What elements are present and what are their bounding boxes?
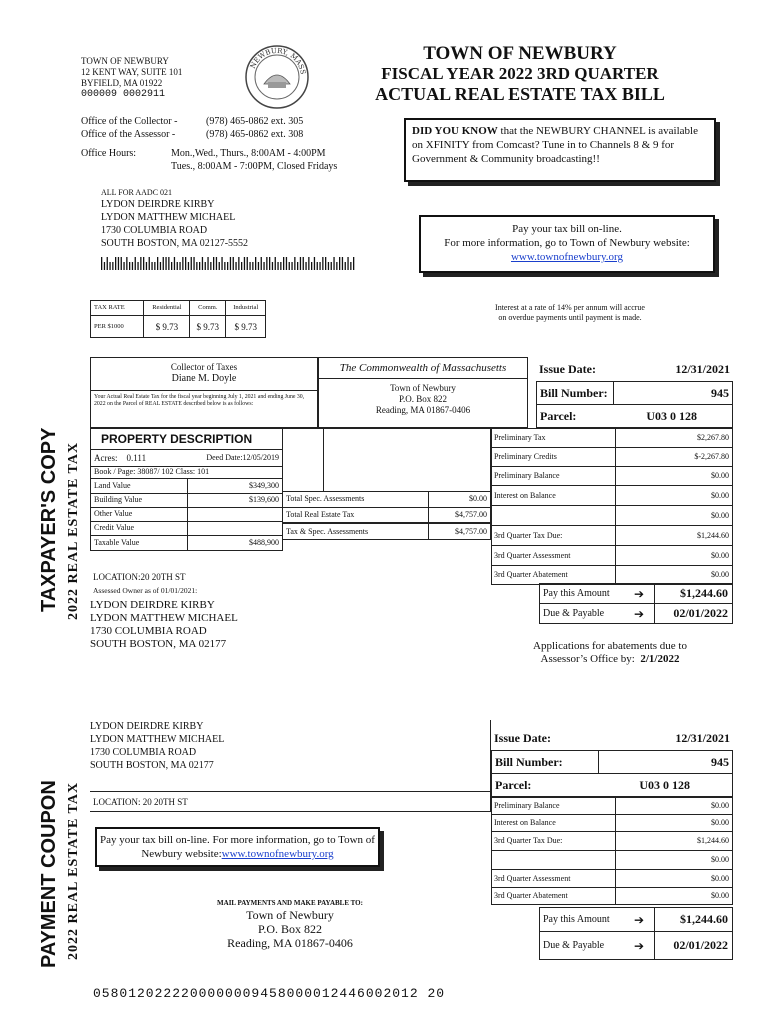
assessment-row: Total Spec. Assessments $0.00 [283, 491, 490, 507]
parcel-row [536, 405, 733, 428]
parcel-number: U03 0 128 [646, 408, 697, 423]
property-row: Land Value $349,300 [91, 479, 282, 493]
arrow-right-icon: ➔ [624, 604, 655, 624]
seal-text: NEWBURY, MASS [248, 46, 307, 76]
mailing-line3: 1730 COLUMBIA ROAD [101, 225, 208, 236]
remit-line3: Reading, MA 01867-0406 [375, 405, 471, 415]
office-contacts [81, 115, 337, 173]
abatement-line1: Applications for abatements due to [533, 640, 687, 652]
assessor-label: Office of the Assessor - [81, 129, 176, 140]
mailing-line4: SOUTH BOSTON, MA 02127-5552 [101, 238, 249, 249]
coupon-pay-row [540, 908, 733, 932]
taxpayer-copy-label: TAXPAYER'S COPY [38, 427, 60, 612]
abatement-note [480, 640, 740, 666]
acres-row [91, 450, 282, 467]
summary-row: 3rd Quarter Assessment $0.00 [492, 546, 733, 566]
mail-payments [170, 898, 410, 950]
mailing-line2: LYDON MATTHEW MICHAEL [101, 212, 236, 223]
remit-line2: P.O. Box 822 [398, 394, 447, 404]
interest-line1: Interest at a rate of 14% per annum will accrue [495, 303, 645, 312]
coupon-due-date: 02/01/2022 [673, 938, 728, 952]
summary-row: Interest on Balance $0.00 [492, 486, 733, 506]
coupon-summary-row: 3rd Quarter Abatement $0.00 [492, 888, 733, 905]
deed-date: Deed Date:12/05/2019 [206, 453, 279, 462]
coupon-owner-line4: SOUTH BOSTON, MA 02177 [90, 760, 214, 771]
coupon-pay-label: Pay this Amount [543, 914, 610, 925]
bill-ids [536, 357, 733, 428]
owner-line4: SOUTH BOSTON, MA 02177 [90, 638, 227, 650]
coupon-parcel-row [491, 774, 733, 797]
bill-title [340, 44, 700, 104]
coupon-owner [90, 720, 491, 792]
pay-amount-row [540, 584, 733, 604]
tax-rate-header: Residential [144, 301, 190, 316]
property-row: Building Value $139,600 [91, 493, 282, 507]
summary-row: 3rd Quarter Abatement $0.00 [492, 566, 733, 585]
tax-rate-value: $ 9.73 [226, 316, 266, 338]
remit-line1: Town of Newbury [390, 383, 456, 393]
title-town: TOWN OF NEWBURY [423, 43, 617, 64]
online-line1: Pay your tax bill on-line. [512, 223, 622, 235]
acres-label: Acres: [94, 452, 118, 463]
hours-line2: Tues., 8:00AM - 7:00PM, Closed Fridays [171, 161, 338, 172]
tax-rate-label: TAX RATE [91, 301, 144, 316]
collector-phone: (978) 465-0862 ext. 305 [206, 116, 304, 127]
postal-barcode-icon [101, 257, 357, 271]
tax-rate-value: $ 9.73 [190, 316, 226, 338]
parcel-label: Parcel: [540, 408, 577, 423]
hours-label: Office Hours: [81, 148, 137, 159]
tax-rate-header: Comm. [190, 301, 226, 316]
mail-label: MAIL PAYMENTS AND MAKE PAYABLE TO: [217, 899, 363, 907]
property-description [90, 428, 283, 551]
interest-line2: on overdue payments until payment is made. [498, 313, 642, 322]
town-seal [244, 44, 310, 110]
assessed-owner [90, 599, 238, 651]
mail-line2: P.O. Box 822 [257, 922, 322, 936]
issue-date: 12/31/2021 [675, 361, 730, 376]
coupon-bill-label: Bill Number: [492, 751, 599, 773]
tax-rate-per: PER $1000 [91, 316, 144, 338]
acres-value: 0.111 [126, 452, 147, 463]
summary-row: Preliminary Credits $-2,267.80 [492, 448, 733, 467]
coupon-due-row [540, 932, 733, 960]
ocr-scanline: 0580120222200000009458000012446002012 20 [93, 986, 446, 1001]
due-row [540, 604, 733, 624]
mailing-line0: ALL FOR AADC 021 [101, 188, 173, 197]
pay-online-box [419, 215, 715, 273]
coupon-real-estate-label: 2022 REAL ESTATE TAX [66, 781, 81, 960]
coupon-online-link[interactable]: www.townofnewbury.org [221, 848, 334, 860]
abatement-line2: Assessor’s Office by: [540, 653, 635, 665]
collector-box [90, 357, 318, 428]
coupon-owner-line1: LYDON DEIRDRE KIRBY [90, 721, 204, 732]
sender-address2: BYFIELD, MA 01922 [81, 78, 163, 88]
mail-line3: Reading, MA 01867-0406 [227, 936, 353, 950]
town-seal-icon [244, 44, 310, 110]
assessment-table [283, 491, 490, 539]
pay-amount-table [539, 583, 733, 624]
assessment-row: Tax & Spec. Assessments $4,757.00 [283, 523, 490, 539]
pay-amount-label: Pay this Amount [543, 588, 610, 599]
arrow-right-icon: ➔ [624, 908, 655, 932]
sender-address [81, 56, 182, 100]
coupon-issue-label: Issue Date: [494, 730, 551, 745]
online-line2: For more information, go to Town of Newbury website: [444, 237, 690, 249]
property-values [91, 479, 282, 550]
owner-line2: LYDON MATTHEW MICHAEL [90, 612, 238, 624]
coupon-summary-row: Preliminary Balance $0.00 [492, 798, 733, 815]
title-bill: ACTUAL REAL ESTATE TAX BILL [375, 84, 665, 104]
commonwealth-box [318, 357, 528, 428]
did-you-know-text: that the NEWBURY CHANNEL is available on XFINITY from Comcast? Tune in to Channels 8 & 9 for Government & Community broadcasting!! [412, 125, 698, 165]
collector-name: Diane M. Doyle [171, 373, 237, 384]
tax-rate-table [90, 300, 266, 338]
coupon-online-text: Pay your tax bill on-line. For more information, go to Town of Newbury website: [100, 834, 375, 860]
coupon-bill-ids [491, 726, 733, 797]
online-link[interactable]: www.townofnewbury.org [510, 251, 624, 263]
coupon-summary-row: Interest on Balance $0.00 [492, 815, 733, 832]
assessed-label: Assessed Owner as of 01/01/2021: [93, 586, 198, 595]
tax-summary [491, 428, 733, 585]
location-label: LOCATION:20 20TH ST [93, 572, 186, 582]
coupon-summary-row: 3rd Quarter Tax Due: $1,244.60 [492, 832, 733, 851]
sender-codes: 000009 0002911 [81, 89, 166, 100]
sender-town: TOWN OF NEWBURY [81, 56, 169, 66]
bill-number-row [536, 381, 733, 405]
coupon-owner-line3: 1730 COLUMBIA ROAD [90, 747, 197, 758]
postal-barcode [101, 257, 357, 276]
issue-row [536, 357, 733, 381]
bill-number-label: Bill Number: [537, 382, 614, 404]
assessment-row: Total Real Estate Tax $4,757.00 [283, 507, 490, 523]
owner-line3: 1730 COLUMBIA ROAD [90, 625, 207, 637]
owner-line1: LYDON DEIRDRE KIRBY [90, 599, 215, 611]
pay-amount: $1,244.60 [680, 586, 728, 600]
tax-rate-value: $ 9.73 [144, 316, 190, 338]
assessor-phone: (978) 465-0862 ext. 308 [206, 129, 304, 140]
arrow-right-icon: ➔ [624, 932, 655, 960]
collector-description: Your Actual Real Estate Tax for the fiscal year beginning July 1, 2021 and ending June 30, 2022 on the Parcel of REAL ESTATE described below is as follows: [91, 390, 317, 408]
hours-line1: Mon.,Wed., Thurs., 8:00AM - 4:00PM [171, 148, 326, 159]
coupon-issue-date: 12/31/2021 [675, 730, 730, 745]
did-you-know-box [404, 118, 716, 182]
coupon-bill-number: 945 [711, 754, 729, 769]
summary-row: $0.00 [492, 506, 733, 526]
coupon-issue-row [491, 726, 733, 750]
did-you-know-lead: DID YOU KNOW [412, 125, 498, 137]
real-estate-tax-label: 2022 REAL ESTATE TAX [66, 441, 81, 620]
bill-number: 945 [711, 385, 729, 400]
coupon-owner-line2: LYDON MATTHEW MICHAEL [90, 734, 225, 745]
location-block [93, 572, 197, 595]
coupon-pay-amount: $1,244.60 [680, 912, 728, 926]
coupon-summary-row: $0.00 [492, 851, 733, 870]
abatement-date: 2/1/2022 [640, 653, 680, 665]
summary-row: Preliminary Tax $2,267.80 [492, 429, 733, 448]
payment-coupon-label: PAYMENT COUPON [38, 780, 60, 968]
mailing-line1: LYDON DEIRDRE KIRBY [101, 199, 215, 210]
title-fiscal: FISCAL YEAR 2022 3RD QUARTER [381, 64, 659, 83]
coupon-summary-row: 3rd Quarter Assessment $0.00 [492, 870, 733, 888]
coupon-bill-row [491, 750, 733, 774]
due-date: 02/01/2022 [673, 606, 728, 620]
coupon-online-box [95, 827, 380, 867]
coupon-parcel: U03 0 128 [639, 777, 690, 792]
sender-address1: 12 KENT WAY, SUITE 101 [81, 67, 183, 77]
coupon-pay-table [539, 907, 733, 960]
arrow-right-icon: ➔ [624, 584, 655, 604]
summary-row: 3rd Quarter Tax Due: $1,244.60 [492, 526, 733, 546]
property-row: Credit Value [91, 521, 282, 535]
property-row: Other Value [91, 507, 282, 521]
interest-note [440, 303, 700, 323]
coupon-location: LOCATION: 20 20TH ST [90, 792, 491, 812]
issue-label: Issue Date: [539, 361, 596, 376]
coupon-due-label: Due & Payable [543, 940, 605, 951]
commonwealth-title: The Commonwealth of Massachusetts [319, 358, 527, 379]
collector-title: Collector of Taxes [170, 362, 238, 372]
due-label: Due & Payable [543, 608, 605, 619]
property-title: PROPERTY DESCRIPTION [91, 429, 282, 450]
coupon-parcel-label: Parcel: [495, 777, 532, 792]
summary-row: Preliminary Balance $0.00 [492, 467, 733, 486]
property-row: Taxable Value $488,900 [91, 535, 282, 550]
mail-line1: Town of Newbury [246, 908, 334, 922]
mailing-address [101, 188, 248, 250]
tax-rate-header: Industrial [226, 301, 266, 316]
coupon-summary [491, 797, 733, 905]
collector-label: Office of the Collector - [81, 116, 178, 127]
book-page: Book / Page: 38087/ 102 Class: 101 [91, 467, 282, 479]
assessments-box [283, 428, 491, 540]
